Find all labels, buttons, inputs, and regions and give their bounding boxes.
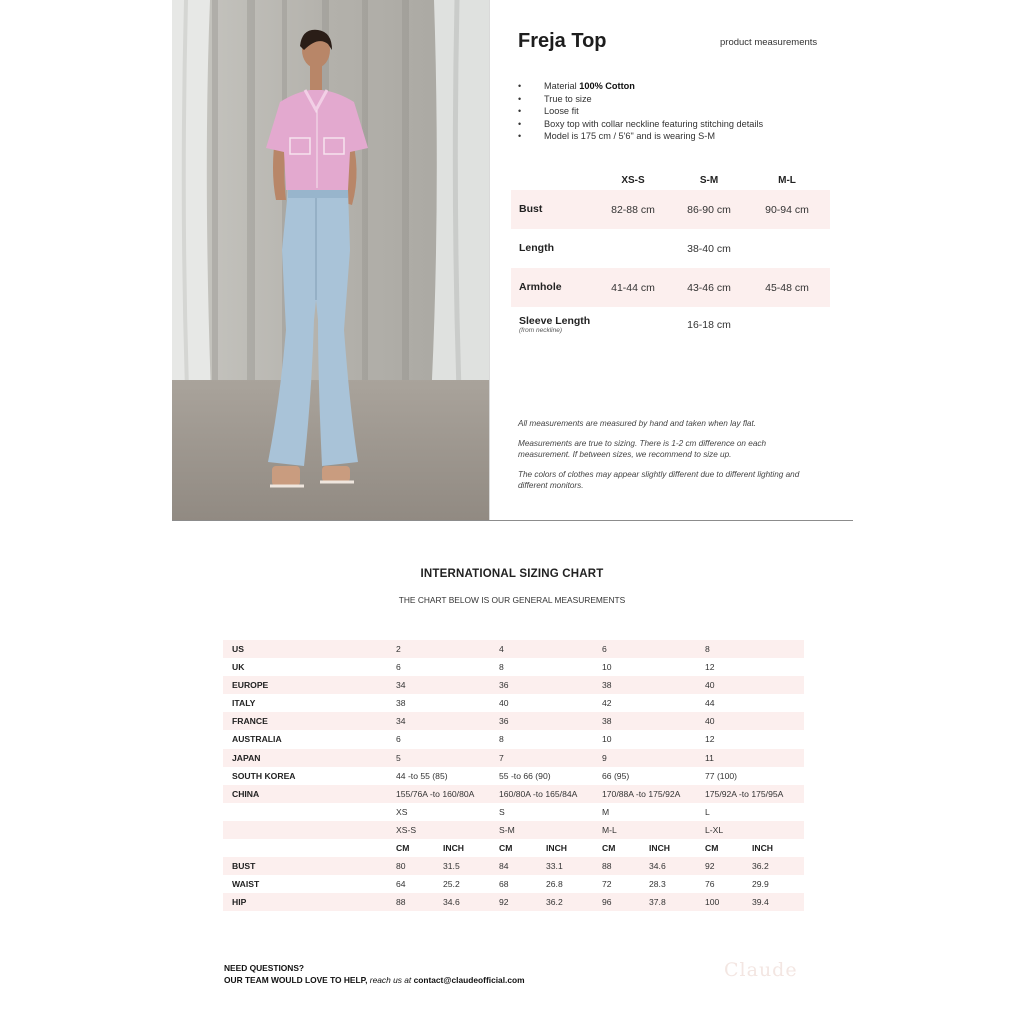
cell: 36.2: [546, 897, 563, 908]
cell: 40: [499, 698, 509, 709]
footer-help: OUR TEAM WOULD LOVE TO HELP,: [224, 974, 368, 985]
cell: 16-18 cm: [687, 319, 731, 331]
product-photo: [172, 0, 490, 521]
cell: INCH: [752, 843, 774, 854]
measurement-row-bust: [511, 190, 830, 229]
cell: 92: [499, 897, 509, 908]
row-label: Armhole: [519, 281, 562, 293]
size-header: XS-S: [621, 175, 645, 186]
cell: INCH: [546, 843, 568, 854]
sizing-row: [223, 785, 804, 803]
measurement-notes: [518, 418, 818, 500]
cell: S-M: [499, 824, 515, 835]
cell: 76: [705, 879, 715, 890]
cell: 45-48 cm: [765, 282, 809, 294]
cell: 34.6: [649, 861, 666, 872]
cell: 72: [602, 879, 612, 890]
row-label: EUROPE: [232, 680, 269, 691]
measurement-table: [511, 170, 830, 346]
cell: 8: [499, 662, 504, 673]
footer-reach: reach us at: [367, 974, 414, 985]
cell: 8: [705, 644, 710, 654]
row-label: CHINA: [232, 788, 260, 799]
body-measure-row: [223, 893, 804, 911]
cell: 39.4: [752, 897, 769, 908]
cell: 36: [499, 716, 509, 727]
cell: 84: [499, 861, 509, 872]
cell: CM: [499, 843, 513, 854]
row-label: Length: [519, 242, 554, 254]
measurement-row-sleeve: [511, 307, 830, 346]
cell: INCH: [443, 843, 465, 854]
row-label: US: [232, 644, 244, 654]
size-header: M-L: [778, 175, 796, 186]
body-measure-row: [223, 857, 804, 875]
body-measure-row: [223, 875, 804, 893]
cell: 40: [705, 716, 715, 727]
cell: 28.3: [649, 879, 666, 890]
row-label: AUSTRALIA: [232, 734, 282, 745]
cell: 41-44 cm: [611, 282, 655, 294]
measurement-row-length: [511, 229, 830, 268]
feature-item: • Material 100% Cotton: [518, 80, 838, 93]
feature-item: • Loose fit: [518, 105, 838, 118]
measurement-row-armhole: [511, 268, 830, 307]
cell: 29.9: [752, 879, 769, 890]
footer-question: NEED QUESTIONS?: [224, 963, 305, 973]
horizontal-divider: [172, 520, 853, 521]
cell: 12: [705, 734, 715, 745]
cell: 9: [602, 752, 607, 763]
note: The colors of clothes may appear slightly different due to different lighting and different monitors.: [518, 470, 800, 490]
cell: XS: [396, 806, 408, 817]
cell: 43-46 cm: [687, 282, 731, 294]
cell: 86-90 cm: [687, 204, 731, 216]
cell: 44 -to 55 (85): [396, 770, 448, 781]
cell: CM: [396, 843, 410, 854]
cell: 25.2: [443, 879, 460, 890]
cell: 96: [602, 897, 612, 908]
size-header: S-M: [699, 175, 719, 186]
cell: 80: [396, 861, 406, 872]
cell: 5: [396, 752, 401, 763]
cell: 6: [396, 734, 401, 745]
product-features: [518, 80, 838, 143]
product-subtitle: product measurements: [720, 37, 818, 48]
cell: 100: [705, 897, 720, 908]
row-label: FRANCE: [232, 716, 268, 727]
cell: M-L: [602, 824, 617, 835]
brand-logo: Claude: [724, 959, 798, 981]
cell: 6: [396, 662, 401, 673]
cell: M: [602, 806, 610, 817]
footer-contact: [224, 963, 525, 986]
row-label: Sleeve Length: [519, 315, 591, 327]
intl-chart-subtitle: THE CHART BELOW IS OUR GENERAL MEASUREMENTS: [398, 595, 626, 605]
cell: 31.5: [443, 861, 460, 872]
cell: 38-40 cm: [687, 243, 731, 255]
cell: 7: [499, 752, 504, 763]
cell: 88: [396, 897, 406, 908]
cell: 10: [602, 734, 612, 745]
sizing-row: [223, 767, 804, 785]
sizing-row: [223, 730, 804, 748]
sizing-row: [223, 749, 804, 767]
cell: 77 (100): [705, 770, 738, 781]
row-label: UK: [232, 662, 245, 673]
feature-item: • True to size: [518, 93, 838, 106]
row-sublabel: (from neckline): [519, 327, 562, 334]
cell: 37.8: [649, 897, 666, 908]
cell: 38: [396, 698, 406, 709]
cell: 36: [499, 680, 509, 691]
row-label: ITALY: [232, 698, 256, 709]
sizing-row: [223, 676, 804, 694]
unit-row: [223, 839, 804, 857]
cell: 34: [396, 680, 406, 691]
model-illustration: [172, 0, 490, 521]
cell: XS-S: [396, 824, 417, 835]
sizing-row: [223, 694, 804, 712]
cell: 6: [602, 644, 607, 654]
cell: L: [705, 806, 710, 817]
intl-chart-title: INTERNATIONAL SIZING CHART: [420, 568, 604, 580]
cell: 10: [602, 662, 612, 673]
cell: 92: [705, 861, 715, 872]
cell: 34: [396, 716, 406, 727]
cell: 68: [499, 879, 509, 890]
sizing-row: [223, 803, 804, 821]
cell: S: [499, 806, 505, 817]
cell: 66 (95): [602, 770, 630, 781]
cell: 40: [705, 680, 715, 691]
cell: 2: [396, 644, 401, 654]
sizing-row: [223, 821, 804, 839]
cell: 12: [705, 662, 715, 673]
cell: 44: [705, 698, 715, 709]
cell: 4: [499, 644, 504, 654]
contact-email-link[interactable]: contact@claudeofficial.com: [413, 974, 525, 985]
row-label: Bust: [519, 203, 543, 215]
cell: 36.2: [752, 861, 769, 872]
sizing-row: [223, 712, 804, 730]
row-label: SOUTH KOREA: [232, 770, 296, 781]
cell: 38: [602, 680, 612, 691]
note: Measurements are true to sizing. There is 1-2 cm difference on each measurement. If between sizes, we recommend to size up.: [518, 439, 767, 459]
cell: 34.6: [443, 897, 460, 908]
cell: CM: [602, 843, 616, 854]
cell: 42: [602, 698, 612, 709]
cell: INCH: [649, 843, 671, 854]
cell: CM: [705, 843, 719, 854]
feature-item: • Model is 175 cm / 5'6" and is wearing S-M: [518, 130, 838, 143]
intl-sizing-table: [223, 640, 804, 911]
cell: 90-94 cm: [765, 204, 809, 216]
cell: 33.1: [546, 861, 563, 872]
cell: 26.8: [546, 879, 563, 890]
row-label: BUST: [232, 861, 256, 872]
cell: 38: [602, 716, 612, 727]
cell: 64: [396, 879, 406, 890]
cell: 82-88 cm: [611, 204, 655, 216]
row-label: WAIST: [232, 879, 260, 890]
note: All measurements are measured by hand and taken when lay flat.: [518, 419, 757, 428]
vertical-divider: [489, 0, 490, 521]
row-label: HIP: [232, 897, 247, 908]
cell: 175/92A -to 175/95A: [705, 788, 784, 799]
measurement-header: [511, 170, 830, 190]
sizing-row: [223, 658, 804, 676]
cell: L-XL: [705, 824, 724, 835]
cell: 160/80A -to 165/84A: [499, 788, 578, 799]
cell: 155/76A -to 160/80A: [396, 788, 475, 799]
cell: 88: [602, 861, 612, 872]
cell: 8: [499, 734, 504, 745]
cell: 11: [705, 752, 714, 763]
cell: 170/88A -to 175/92A: [602, 788, 681, 799]
cell: 55 -to 66 (90): [499, 770, 551, 781]
sizing-row: [223, 640, 804, 658]
row-label: JAPAN: [232, 752, 261, 763]
feature-item: • Boxy top with collar neckline featuring stitching details: [518, 118, 838, 131]
product-title: Freja Top: [518, 30, 607, 52]
